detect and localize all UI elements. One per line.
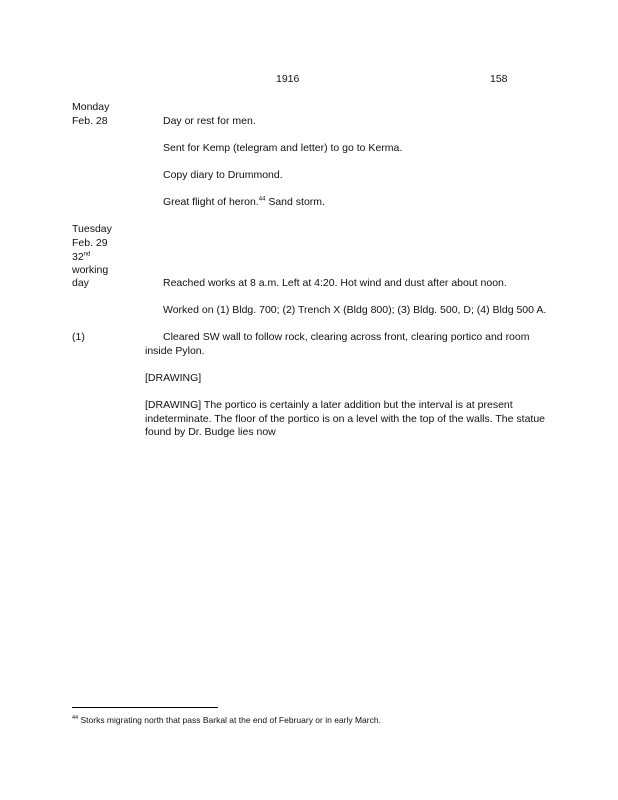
entry-line: Day or rest for men. (163, 115, 256, 127)
day-label: day (72, 277, 89, 289)
entry-day: Tuesday (72, 223, 112, 235)
footnote-number: 44 (72, 715, 79, 722)
header-year: 1916 (276, 73, 300, 85)
item-paragraph: [DRAWING] The portico is certainly a later addition but the interval is at present indeterminate. The floor of the portico is on a level with the top of the walls. The statue found by Dr. Budge lies now (145, 399, 546, 438)
entry-line: Reached works at 8 a.m. Left at 4:20. Hot wind and dust after about noon. (163, 277, 507, 289)
count-number: 32 (72, 251, 84, 263)
working-day-count (72, 251, 90, 265)
entry-day: Monday (72, 101, 110, 113)
item-continuation: inside Pylon. (145, 345, 205, 357)
footnote (72, 715, 381, 726)
item-label: (1) (72, 331, 85, 343)
entry-line (163, 196, 325, 210)
footnote-text: Storks migrating north that pass Barkal at the end of February or in early March. (78, 715, 381, 725)
item-first-line: Cleared SW wall to follow rock, clearing across front, clearing portico and room (163, 331, 530, 343)
header-page-number: 158 (490, 73, 508, 85)
footnote-reference: 44 (258, 196, 266, 203)
entry-date: Feb. 29 (72, 237, 108, 249)
footnote-divider (72, 707, 218, 708)
count-suffix: nd (83, 251, 91, 258)
heron-text: Great flight of heron. (163, 196, 259, 208)
drawing-placeholder: [DRAWING] (145, 372, 202, 384)
entry-line: Copy diary to Drummond. (163, 169, 283, 181)
sand-storm-text: Sand storm. (265, 196, 325, 208)
working-label: working (72, 264, 109, 276)
entry-line: Worked on (1) Bldg. 700; (2) Trench X (Bldg 800); (3) Bldg. 500, D; (4) Bldg 500 A. (163, 304, 547, 316)
entry-line: Sent for Kemp (telegram and letter) to go to Kerma. (163, 142, 403, 154)
entry-date: Feb. 28 (72, 115, 108, 127)
